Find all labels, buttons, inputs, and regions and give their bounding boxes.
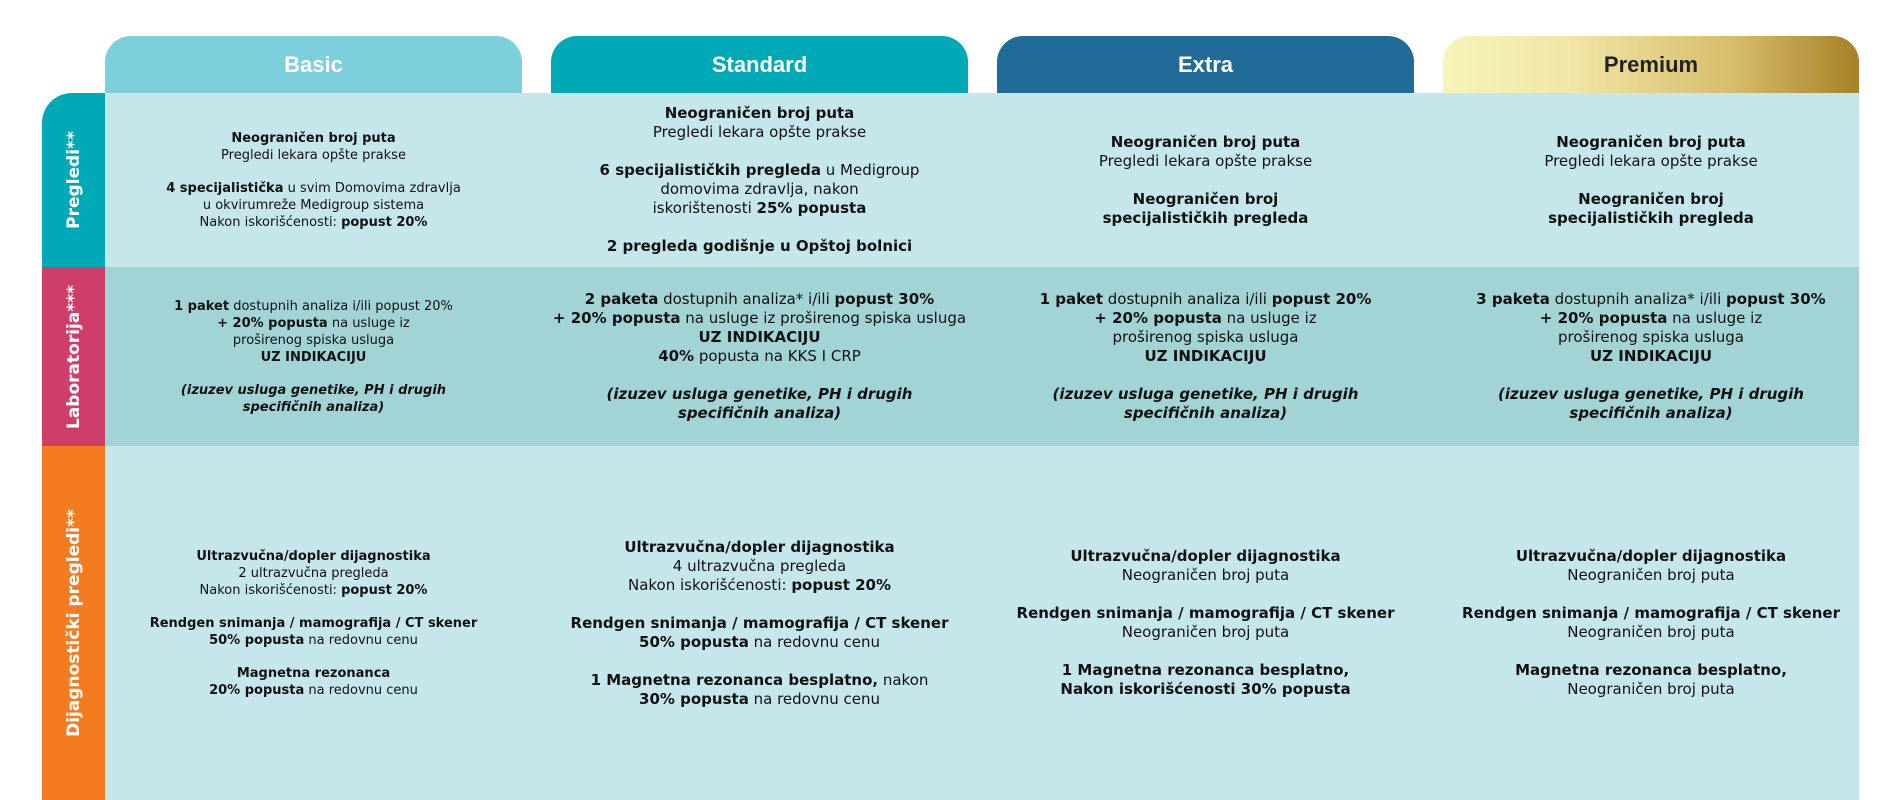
text: specijalističkih pregleda [1102,208,1309,227]
text: na redovnu cenu [748,689,880,708]
text: proširenog spiska usluga [1558,328,1744,346]
text: UZ INDIKACIJU [1589,347,1713,365]
text: (izuzev usluga genetike, PH i drugih [180,382,447,398]
text: + 20% popusta [1539,309,1668,327]
text: Neograničen broj puta [1567,623,1735,641]
row-label-laboratorija [42,267,105,446]
text: popust 20% [791,575,891,594]
cell-laboratorija-premium [1443,267,1859,446]
text: popust 20% [1271,290,1372,308]
text: specifičnih analiza) [242,399,385,415]
text: (izuzev usluga genetike, PH i drugih [606,385,913,403]
header-standard: Standard [551,36,968,93]
cell-pregledi-basic [105,93,522,267]
text: Nakon iskorišćenosti 30% popusta [1060,680,1351,698]
text: Ultrazvučna/dopler dijagnostika [196,548,431,564]
text: u svim Domovima zdravlja [283,180,461,196]
text: dostupnih analiza i/ili [1103,290,1272,308]
text: specifičnih analiza) [1123,404,1288,422]
text: na redovnu cenu [748,632,880,651]
text: (izuzev usluga genetike, PH i drugih [1498,385,1804,403]
text: UZ INDIKACIJU [1144,347,1267,365]
cell-pregledi-premium [1443,93,1859,267]
text: Neograničen broj puta [664,104,855,122]
text: na usluge iz [327,315,410,331]
header-premium: Premium [1443,36,1859,93]
row-label-laboratorija-text: Laboratorija*** [63,284,84,429]
text: + 20% popusta [217,315,328,331]
text: Pregledi lekara opšte prakse [221,147,406,163]
text: u okvirumreže Medigroup sistema [202,197,425,213]
text: Ultrazvučna/dopler dijagnostika [624,537,895,556]
text: Rendgen snimanja / mamografija / CT skener [149,615,478,631]
header-basic: Basic [105,36,522,93]
text: popust 20% [341,214,428,230]
text: Neograničen broj [1132,189,1279,208]
text: Nakon iskorišćenosti: [199,582,342,598]
text: Neograničen broj puta [1110,132,1301,151]
text: 20% popusta [209,682,305,698]
text: 1 paket [174,298,230,314]
text: Neograničen broj puta [1556,132,1746,151]
text: Pregledi lekara opšte prakse [652,123,867,141]
text: Neograničen broj puta [1567,566,1735,584]
text: na usluge iz [1221,309,1317,327]
row-label-dijagnostika [42,446,105,800]
row-label-dijagnostika-text: Dijagnostički pregledi** [63,509,84,737]
text: dostupnih analiza* i/ili [658,290,835,308]
text: dostupnih analiza* i/ili [1549,290,1727,308]
text: 2 pregleda godišnje u Opštoj bolnici [606,237,913,255]
text: nakon [878,670,929,689]
row-label-pregledi [42,93,105,267]
text: 4 specijalistička [166,180,284,196]
text: 6 specijalističkih pregleda [599,161,821,179]
text: popust 30% [834,290,935,308]
cell-laboratorija-standard [551,267,968,446]
text: 50% popusta [639,632,749,651]
text: Ultrazvučna/dopler dijagnostika [1070,547,1341,565]
cell-dijagnostika-standard [551,446,968,800]
cell-pregledi-standard [551,93,968,267]
text: specijalističkih pregleda [1548,208,1754,227]
text: 3 paketa [1476,290,1550,308]
cell-dijagnostika-basic [105,446,522,800]
text: popust 20% [341,582,428,598]
text: UZ INDIKACIJU [260,349,367,365]
text: na redovnu cenu [304,682,418,698]
text: Rendgen snimanja / mamografija / CT skener [1016,604,1395,622]
text: popust 30% [1726,290,1826,308]
text: + 20% popusta [1094,309,1222,327]
text: na redovnu cenu [304,632,418,648]
text: Pregledi lekara opšte prakse [1544,151,1758,170]
text: specifičnih analiza) [1569,404,1733,422]
text: 1 Magnetna rezonanca besplatno, [1061,661,1350,679]
text: Rendgen snimanja / mamografija / CT skener [570,613,949,632]
text: specifičnih analiza) [677,404,842,422]
text: 30% popusta [639,689,749,708]
text: u Medigroup [820,161,920,179]
text: Nakon iskorišćenosti: [199,214,342,230]
text: 1 paket [1039,290,1104,308]
text: domovima zdravlja, nakon [660,180,859,198]
text: 2 ultrazvučna pregleda [238,565,389,581]
text: Ultrazvučna/dopler dijagnostika [1515,547,1787,565]
text: Pregledi lekara opšte prakse [1098,151,1313,170]
cell-laboratorija-basic [105,267,522,446]
text: Magnetna rezonanca [236,665,391,681]
row-label-pregledi-text: Pregledi** [63,131,84,229]
text: Magnetna rezonanca besplatno, [1515,661,1787,679]
text: na usluge iz proširenog spiska usluga [680,309,967,327]
text: proširenog spiska usluga [1112,328,1299,346]
cell-dijagnostika-premium [1443,446,1859,800]
text: Neograničen broj puta [1567,680,1735,698]
text: (izuzev usluga genetike, PH i drugih [1052,385,1359,403]
cell-pregledi-extra [997,93,1414,267]
text: 2 paketa [584,290,659,308]
text: popusta na KKS I CRP [694,347,861,365]
text: 1 Magnetna rezonanca besplatno, [590,670,879,689]
text: dostupnih analiza i/ili popust 20% [229,298,453,314]
text: 40% [658,347,695,365]
text: Nakon iskorišćenosti: [627,575,792,594]
cell-laboratorija-extra [997,267,1414,446]
text: Neograničen broj puta [1121,566,1290,584]
text: Rendgen snimanja / mamografija / CT skener [1462,604,1840,622]
header-extra: Extra [997,36,1414,93]
text: Neograničen broj puta [1121,623,1290,641]
text: na usluge iz [1667,309,1763,327]
text: 4 ultrazvučna pregleda [672,556,847,575]
text: + 20% popusta [552,309,681,327]
text: Neograničen broj puta [231,130,396,146]
text: Neograničen broj [1578,189,1724,208]
text: 50% popusta [209,632,305,648]
cell-dijagnostika-extra [997,446,1414,800]
text: UZ INDIKACIJU [698,328,821,346]
text: iskorištenosti [652,199,757,217]
text: proširenog spiska usluga [232,332,395,348]
text: 25% popusta [756,199,867,217]
